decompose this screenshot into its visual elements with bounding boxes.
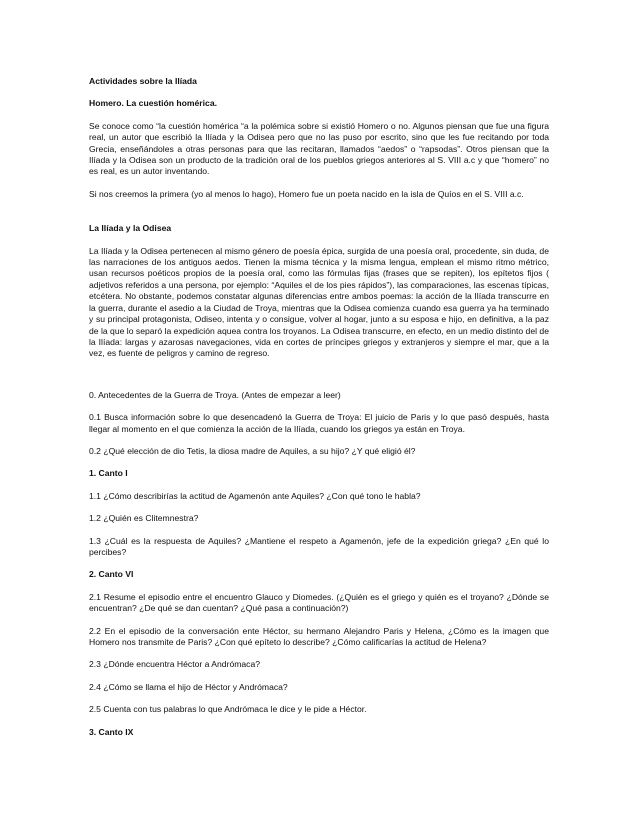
canto-1-heading: 1. Canto I	[89, 468, 128, 479]
question-2-2: 2.2 En el episodio de la conversación ente Héctor, su hermano Alejandro Paris y Helena, ¿Cómo es la imagen que Homero nos transmite de Paris? ¿Con qué epíteto lo describe? ¿Cómo calificarías la actitud de Helena?	[89, 625, 549, 647]
section-heading-iliada-odisea: La Ilíada y la Odisea	[89, 223, 172, 234]
paragraph-iliada-odisea: La Ilíada y la Odisea pertenecen al mismo género de poesía épica, surgida de una poesía oral, procedente, sin duda, de las narraciones de los antiguos aedos. Tienen la misma técnica y la misma lengua, emplean el mismo ritmo métrico, usan recursos poéticos propios de la poesía oral, como las fórmulas fijas (frases que se repiten), los epítetos fijos ( adjetivos referidos a una persona, por ejemplo: “Aquiles el de los pies rápidos”), las comparaciones, las escenas típicas, etcétera. No obstante, podemos constatar algunas diferencias entre ambos poemas: la acción de la Ilíada transcurre en la guerra, durante el asedio a la Ciudad de Troya, mientras que la Odisea comienza cuando esa guerra ya ha terminado y su principal protagonista, Odiseo, intenta y o consigue, volver al hogar, junto a su esposa e hijo, en definitiva, a la paz de la que lo separó la expedición aquea contra los troyanos. La Odisea transcurre, en efecto, en un medio distinto del de la Ilíada: largas y azarosas navegaciones, vida en cortes de príncipes griegos y extranjeros y siempre el mar, que a la vez, es fuente de peligros y camino de regreso.	[89, 245, 549, 359]
question-0-1: 0.1 Busca información sobre lo que desencadenó la Guerra de Troya: El juicio de Paris y lo que pasó después, hasta llegar al momento en el que comienza la acción de la Ilíada, cuando los griegos ya están en Troya.	[89, 412, 549, 434]
question-2-5: 2.5 Cuenta con tus palabras lo que Andrómaca le dice y le pide a Héctor.	[89, 704, 367, 715]
canto-6-heading: 2. Canto VI	[89, 569, 134, 580]
question-1-2: 1.2 ¿Quién es Clitemnestra?	[89, 513, 199, 524]
paragraph-homero-quios: Si nos creemos la primera (yo al menos lo hago), Homero fue un poeta nacido en la isla de Quíos en el S. VIII a.c.	[89, 188, 524, 199]
canto-9-heading: 3. Canto IX	[89, 726, 134, 737]
question-2-4: 2.4 ¿Cómo se llama el hijo de Héctor y Andrómaca?	[89, 681, 288, 692]
question-intro: 0. Antecedentes de la Guerra de Troya. (Antes de empezar a leer)	[89, 389, 341, 400]
document-title: Actividades sobre la Ilíada	[89, 76, 197, 86]
question-2-3: 2.3 ¿Dónde encuentra Héctor a Andrómaca?	[89, 659, 261, 670]
question-1-3: 1.3 ¿Cuál es la respuesta de Aquiles? ¿Mantiene el respeto a Agamenón, jefe de la expedición griega? ¿En qué lo percibes?	[89, 535, 549, 557]
section-heading-homero: Homero. La cuestión homérica.	[89, 98, 217, 109]
question-1-1: 1.1 ¿Cómo describirías la actitud de Agamenón ante Aquiles? ¿Con qué tono le habla?	[89, 490, 421, 501]
question-0-2: 0.2 ¿Qué elección de dio Tetis, la diosa madre de Aquiles, a su hijo? ¿Y qué eligió él?	[89, 445, 416, 456]
document-page	[89, 66, 549, 738]
question-2-1: 2.1 Resume el episodio entre el encuentro Glauco y Diomedes. (¿Quién es el griego y quién es el troyano? ¿Dónde se encuentran? ¿De qué se dan cuentan? ¿Qué pasa a continuación?)	[89, 591, 549, 614]
paragraph-cuestion-homerica: Se conoce como “la cuestión homérica “a la polémica sobre si existió Homero o no. Algunos piensan que fue una figura real, un autor que escribió la Ilíada y la Odisea pero que no las puso por escrito, sino que les fue recitando por toda Grecia, enseñándoles a otras personas para que las recitaran, llamados “aedos” o “rapsodas”. Otros piensan que la Ilíada y la Odisea son un producto de la tradición oral de los pueblos griegos anteriores al S. VIII a.c y que “homero” no es real, es un autor inventando.	[89, 120, 549, 177]
